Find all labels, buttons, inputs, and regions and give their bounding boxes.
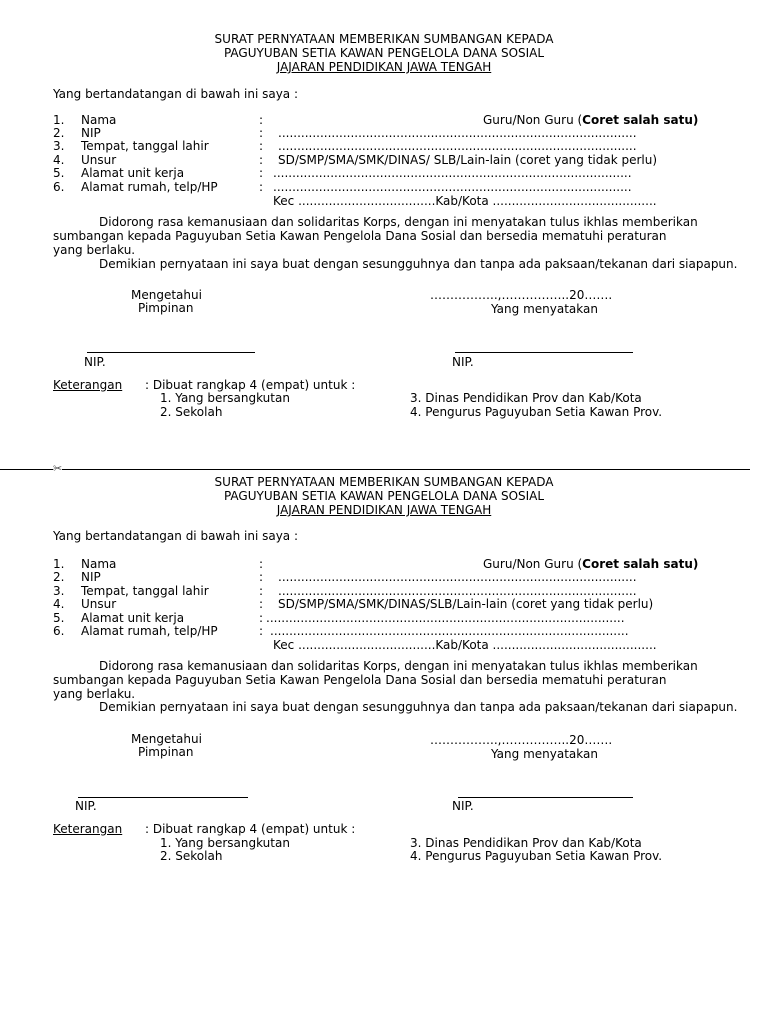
title-line-2: PAGUYUBAN SETIA KAWAN PENGELOLA DANA SOSIAL (223, 46, 545, 60)
unit-blank: .............................................................................................. (273, 166, 632, 180)
colon: : (259, 597, 264, 611)
colon: : (259, 570, 264, 584)
scissors-icon: ✂ (53, 462, 63, 475)
field-label-nip: NIP (81, 570, 101, 584)
intro-text: Yang bertandatangan di bawah ini saya : (53, 87, 299, 101)
keterangan-intro: : Dibuat rangkap 4 (empat) untuk : (145, 822, 356, 836)
rumah-blank: .............................................................................................. (270, 624, 629, 638)
field-label-unsur: Unsur (81, 597, 117, 611)
nama-prefix: Guru/Non Guru ( (483, 113, 583, 127)
colon: : (259, 557, 264, 571)
copy-item: 4. Pengurus Paguyuban Setia Kawan Prov. (410, 405, 663, 419)
field-label-ttl: Tempat, tanggal lahir (81, 139, 209, 153)
field-num: 5. (53, 611, 65, 625)
title-line-1: SURAT PERNYATAAN MEMBERIKAN SUMBANGAN KEPADA (214, 32, 554, 46)
nip-pernyataan: NIP. (452, 799, 474, 813)
nama-value (483, 113, 698, 127)
colon: : (259, 139, 264, 153)
field-num: 2. (53, 570, 65, 584)
pimpinan-label: Pimpinan (138, 745, 194, 759)
colon: : (259, 166, 264, 180)
colon: : (259, 113, 264, 127)
kec-line: Kec ....................................Kab/Kota ........................................... (273, 638, 657, 652)
nama-note: Coret salah satu) (582, 113, 699, 127)
nama-prefix: Guru/Non Guru ( (483, 557, 583, 571)
copy-item: 2. Sekolah (160, 849, 223, 863)
ttl-blank: .............................................................................................. (278, 584, 637, 598)
mengetahui-label: Mengetahui (131, 732, 202, 746)
field-num: 6. (53, 180, 65, 194)
colon: : (259, 180, 264, 194)
copy-item: 3. Dinas Pendidikan Prov dan Kab/Kota (410, 391, 642, 405)
keterangan-intro: : Dibuat rangkap 4 (empat) untuk : (145, 378, 356, 392)
unsur-value: SD/SMP/SMA/SMK/DINAS/ SLB/Lain-lain (coret yang tidak perlu) (278, 153, 658, 167)
field-label-nama: Nama (81, 113, 117, 127)
field-label-unsur: Unsur (81, 153, 117, 167)
title-line-2: PAGUYUBAN SETIA KAWAN PENGELOLA DANA SOSIAL (223, 489, 545, 503)
date-line: ……………..,……………..20……. (430, 733, 613, 747)
colon: : (259, 153, 264, 167)
field-label-unit: Alamat unit kerja (81, 166, 185, 180)
field-label-nip: NIP (81, 126, 101, 140)
field-num: 1. (53, 113, 65, 127)
unsur-value: SD/SMP/SMA/SMK/DINAS/SLB/Lain-lain (coret yang tidak perlu) (278, 597, 654, 611)
copy-item: 3. Dinas Pendidikan Prov dan Kab/Kota (410, 836, 642, 850)
unit-blank: .............................................................................................. (266, 611, 625, 625)
rumah-blank: .............................................................................................. (273, 180, 632, 194)
nip-blank: .............................................................................................. (278, 126, 637, 140)
colon: : (259, 584, 264, 598)
nip-pimpinan: NIP. (84, 355, 106, 369)
title-line-3: JAJARAN PENDIDIKAN JAWA TENGAH (276, 503, 492, 517)
paragraph-1: Didorong rasa kemanusiaan dan solidaritas Korps, dengan ini menyatakan tulus ikhlas memberikan sumbangan kepada Paguyuban Setia Kawan Pengelola Dana Sosial dan bersedia mematuhi peraturan yang berlaku. (53, 215, 698, 257)
kec-line: Kec ....................................Kab/Kota ........................................... (273, 194, 657, 208)
copy-item: 4. Pengurus Paguyuban Setia Kawan Prov. (410, 849, 663, 863)
field-num: 4. (53, 597, 65, 611)
nama-note: Coret salah satu) (582, 557, 699, 571)
field-label-rumah: Alamat rumah, telp/HP (81, 624, 218, 638)
keterangan-label: Keterangan (53, 378, 123, 392)
pimpinan-label: Pimpinan (138, 301, 194, 315)
field-num: 3. (53, 584, 65, 598)
colon: : (259, 126, 264, 140)
field-num: 4. (53, 153, 65, 167)
date-line: ……………..,……………..20……. (430, 288, 613, 302)
nip-pernyataan: NIP. (452, 355, 474, 369)
copy-item: 2. Sekolah (160, 405, 223, 419)
copy-item: 1. Yang bersangkutan (160, 391, 290, 405)
field-num: 5. (53, 166, 65, 180)
signature-line-pimpinan (78, 797, 248, 798)
field-num: 6. (53, 624, 65, 638)
keterangan-label: Keterangan (53, 822, 123, 836)
paragraph-2: Demikian pernyataan ini saya buat dengan sesungguhnya dan tanpa ada paksaan/tekanan dari siapapun. (99, 700, 738, 714)
intro-text: Yang bertandatangan di bawah ini saya : (53, 529, 299, 543)
nip-pimpinan: NIP. (75, 799, 97, 813)
nama-value (483, 557, 698, 571)
yang-menyatakan-label: Yang menyatakan (491, 747, 598, 761)
field-label-unit: Alamat unit kerja (81, 611, 185, 625)
field-num: 1. (53, 557, 65, 571)
colon: : (259, 611, 264, 625)
field-num: 3. (53, 139, 65, 153)
paragraph-2: Demikian pernyataan ini saya buat dengan sesungguhnya dan tanpa ada paksaan/tekanan dari siapapun. (99, 257, 738, 271)
title-line-3: JAJARAN PENDIDIKAN JAWA TENGAH (276, 60, 492, 74)
field-label-ttl: Tempat, tanggal lahir (81, 584, 209, 598)
copy-item: 1. Yang bersangkutan (160, 836, 290, 850)
signature-line-pernyataan (458, 797, 633, 798)
yang-menyatakan-label: Yang menyatakan (491, 302, 598, 316)
signature-line-pimpinan (87, 352, 255, 353)
nip-blank: .............................................................................................. (278, 570, 637, 584)
title-line-1: SURAT PERNYATAAN MEMBERIKAN SUMBANGAN KEPADA (214, 475, 554, 489)
field-label-nama: Nama (81, 557, 117, 571)
paragraph-1: Didorong rasa kemanusiaan dan solidaritas Korps, dengan ini menyatakan tulus ikhlas memberikan sumbangan kepada Paguyuban Setia Kawan Pengelola Dana Sosial dan bersedia mematuhi peraturan yang berlaku. (53, 659, 698, 701)
cut-line (0, 469, 750, 470)
mengetahui-label: Mengetahui (131, 288, 202, 302)
ttl-blank: .............................................................................................. (278, 139, 637, 153)
colon: : (259, 624, 264, 638)
signature-line-pernyataan (455, 352, 633, 353)
field-label-rumah: Alamat rumah, telp/HP (81, 180, 218, 194)
field-num: 2. (53, 126, 65, 140)
